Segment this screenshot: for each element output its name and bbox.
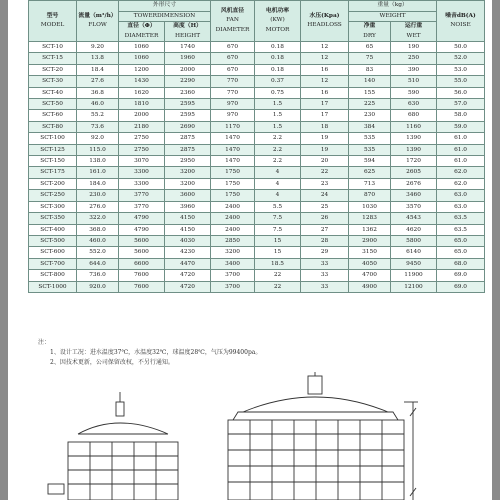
cell-model: SCT-600 <box>29 247 77 258</box>
cell-dry: 1283 <box>349 213 391 224</box>
cell-fan: 1470 <box>211 144 255 155</box>
header-noise: 噪音dB(A) NOISE <box>437 1 485 42</box>
cell-wet: 9450 <box>391 258 437 269</box>
cell-model: SCT-40 <box>29 87 77 98</box>
cell-noise: 62.0 <box>437 178 485 189</box>
cell-fan: 970 <box>211 110 255 121</box>
cell-dry: 3150 <box>349 247 391 258</box>
cell-height: 4470 <box>165 258 211 269</box>
cell-diameter: 1060 <box>119 42 165 53</box>
cell-noise: 62.0 <box>437 167 485 178</box>
cell-model: SCT-150 <box>29 156 77 167</box>
cell-wet: 12100 <box>391 281 437 292</box>
cell-fan: 3700 <box>211 281 255 292</box>
table-row <box>29 201 485 212</box>
cell-noise: 63.5 <box>437 224 485 235</box>
cell-model: SCT-175 <box>29 167 77 178</box>
cell-headloss: 18 <box>301 121 349 132</box>
cell-flow: 73.6 <box>77 121 119 132</box>
table-row <box>29 133 485 144</box>
cell-wet: 1720 <box>391 156 437 167</box>
cell-flow: 36.8 <box>77 87 119 98</box>
header-height: 高度（H） HEIGHT <box>165 22 211 42</box>
cell-model: SCT-30 <box>29 76 77 87</box>
table-row <box>29 156 485 167</box>
cell-noise: 61.0 <box>437 133 485 144</box>
cell-noise: 61.0 <box>437 144 485 155</box>
cell-model: SCT-100 <box>29 133 77 144</box>
cell-height: 4030 <box>165 235 211 246</box>
cell-height: 3200 <box>165 167 211 178</box>
cell-flow: 13.8 <box>77 53 119 64</box>
cell-model: SCT-350 <box>29 213 77 224</box>
table-row <box>29 224 485 235</box>
cell-headloss: 27 <box>301 224 349 235</box>
cell-dry: 594 <box>349 156 391 167</box>
cell-dry: 4700 <box>349 270 391 281</box>
cell-diameter: 1810 <box>119 99 165 110</box>
cell-motor: 0.18 <box>255 53 301 64</box>
cell-flow: 230.0 <box>77 190 119 201</box>
cell-flow: 644.0 <box>77 258 119 269</box>
cell-motor: 4 <box>255 190 301 201</box>
cell-headloss: 12 <box>301 42 349 53</box>
cell-height: 1960 <box>165 53 211 64</box>
cell-flow: 46.0 <box>77 99 119 110</box>
header-wet: 运行重 WET <box>391 22 437 42</box>
cell-wet: 1160 <box>391 121 437 132</box>
cell-diameter: 7600 <box>119 281 165 292</box>
cell-dry: 535 <box>349 133 391 144</box>
cell-height: 2875 <box>165 133 211 144</box>
notes-section <box>38 338 261 368</box>
cell-diameter: 4790 <box>119 213 165 224</box>
cell-dry: 83 <box>349 64 391 75</box>
table-row <box>29 121 485 132</box>
cell-motor: 0.75 <box>255 87 301 98</box>
cell-headloss: 16 <box>301 64 349 75</box>
cell-noise: 58.0 <box>437 110 485 121</box>
cell-wet: 510 <box>391 76 437 87</box>
cell-model: SCT-700 <box>29 258 77 269</box>
cell-dry: 4050 <box>349 258 391 269</box>
cell-motor: 1.5 <box>255 110 301 121</box>
cell-wet: 190 <box>391 42 437 53</box>
cell-wet: 1390 <box>391 133 437 144</box>
cell-motor: 15 <box>255 235 301 246</box>
cell-diameter: 3070 <box>119 156 165 167</box>
table-row <box>29 167 485 178</box>
header-tower-dimension: 外形尺寸 <box>119 1 211 12</box>
cell-headloss: 12 <box>301 76 349 87</box>
cell-wet: 4620 <box>391 224 437 235</box>
table-row <box>29 53 485 64</box>
cell-height: 2690 <box>165 121 211 132</box>
cell-diameter: 1200 <box>119 64 165 75</box>
cell-model: SCT-80 <box>29 121 77 132</box>
cell-motor: 2.2 <box>255 144 301 155</box>
cell-flow: 27.6 <box>77 76 119 87</box>
cell-wet: 4543 <box>391 213 437 224</box>
table-row <box>29 144 485 155</box>
cell-noise: 63.0 <box>437 190 485 201</box>
cell-model: SCT-15 <box>29 53 77 64</box>
cell-wet: 3460 <box>391 190 437 201</box>
cell-motor: 22 <box>255 270 301 281</box>
cell-wet: 6140 <box>391 247 437 258</box>
cell-headloss: 25 <box>301 201 349 212</box>
cell-wet: 11900 <box>391 270 437 281</box>
cell-height: 2875 <box>165 144 211 155</box>
cell-wet: 390 <box>391 64 437 75</box>
cell-noise: 69.0 <box>437 270 485 281</box>
header-weight: 重量（kg） <box>349 1 437 12</box>
header-flow: 流量（m³/h） FLOW <box>77 1 119 42</box>
cell-flow: 184.0 <box>77 178 119 189</box>
cell-diameter: 2000 <box>119 110 165 121</box>
cell-headloss: 24 <box>301 190 349 201</box>
cell-diameter: 3770 <box>119 201 165 212</box>
header-fan: 风机直径 FAN DIAMETER <box>211 1 255 42</box>
cell-noise: 50.0 <box>437 42 485 53</box>
cell-motor: 0.18 <box>255 42 301 53</box>
note-rights-reserved: 2、因技术更新，公司保留改权，不另行通知。 <box>50 359 174 366</box>
cell-fan: 2400 <box>211 213 255 224</box>
cell-headloss: 12 <box>301 53 349 64</box>
cell-dry: 1362 <box>349 224 391 235</box>
cell-motor: 0.18 <box>255 64 301 75</box>
cell-motor: 4 <box>255 167 301 178</box>
cell-fan: 3400 <box>211 258 255 269</box>
cell-diameter: 2750 <box>119 144 165 155</box>
cell-flow: 460.0 <box>77 235 119 246</box>
cell-diameter: 1060 <box>119 53 165 64</box>
cell-height: 4150 <box>165 224 211 235</box>
cell-diameter: 5600 <box>119 235 165 246</box>
table-row <box>29 178 485 189</box>
cell-flow: 736.0 <box>77 270 119 281</box>
cell-wet: 680 <box>391 110 437 121</box>
cell-motor: 1.5 <box>255 121 301 132</box>
table-row <box>29 258 485 269</box>
cell-height: 4720 <box>165 281 211 292</box>
small-tower-elevation <box>48 392 178 500</box>
cell-flow: 115.0 <box>77 144 119 155</box>
header-tower-en: TOWERDIMENSION <box>119 11 211 22</box>
cell-fan: 3200 <box>211 247 255 258</box>
cell-dry: 535 <box>349 144 391 155</box>
cell-model: SCT-200 <box>29 178 77 189</box>
cell-height: 2000 <box>165 64 211 75</box>
cell-diameter: 3300 <box>119 178 165 189</box>
cell-wet: 5800 <box>391 235 437 246</box>
cell-diameter: 2750 <box>119 133 165 144</box>
cell-wet: 2605 <box>391 167 437 178</box>
cell-model: SCT-50 <box>29 99 77 110</box>
cell-dry: 713 <box>349 178 391 189</box>
spec-sheet <box>8 0 492 500</box>
table-row <box>29 110 485 121</box>
cell-height: 3200 <box>165 178 211 189</box>
cell-model: SCT-250 <box>29 190 77 201</box>
cell-motor: 15 <box>255 247 301 258</box>
cell-fan: 770 <box>211 87 255 98</box>
cell-dry: 384 <box>349 121 391 132</box>
cell-dry: 65 <box>349 42 391 53</box>
cell-flow: 92.0 <box>77 133 119 144</box>
cell-motor: 18.5 <box>255 258 301 269</box>
cell-fan: 770 <box>211 76 255 87</box>
cell-height: 4720 <box>165 270 211 281</box>
cell-motor: 2.2 <box>255 133 301 144</box>
cell-fan: 670 <box>211 42 255 53</box>
cell-dry: 75 <box>349 53 391 64</box>
table-row <box>29 42 485 53</box>
cell-height: 2595 <box>165 110 211 121</box>
table-row <box>29 99 485 110</box>
table-row <box>29 87 485 98</box>
cell-height: 2595 <box>165 99 211 110</box>
cell-height: 4230 <box>165 247 211 258</box>
cell-model: SCT-10 <box>29 42 77 53</box>
cell-dry: 225 <box>349 99 391 110</box>
cell-headloss: 26 <box>301 213 349 224</box>
table-row <box>29 190 485 201</box>
cell-noise: 53.0 <box>437 64 485 75</box>
cell-headloss: 22 <box>301 167 349 178</box>
cell-model: SCT-400 <box>29 224 77 235</box>
table-row <box>29 247 485 258</box>
cell-dry: 870 <box>349 190 391 201</box>
cell-diameter: 4790 <box>119 224 165 235</box>
cell-model: SCT-300 <box>29 201 77 212</box>
cell-noise: 59.0 <box>437 121 485 132</box>
cell-motor: 0.37 <box>255 76 301 87</box>
cell-headloss: 19 <box>301 133 349 144</box>
cell-noise: 68.0 <box>437 258 485 269</box>
header-headloss: 水压(Kpa) HEADLOSS <box>301 1 349 42</box>
cell-noise: 65.0 <box>437 247 485 258</box>
cell-fan: 970 <box>211 99 255 110</box>
cell-headloss: 19 <box>301 144 349 155</box>
cell-headloss: 16 <box>301 87 349 98</box>
cell-height: 3960 <box>165 201 211 212</box>
cell-motor: 2.2 <box>255 156 301 167</box>
cell-noise: 65.0 <box>437 235 485 246</box>
notes-title: 注： <box>38 339 51 346</box>
header-model: 型号 MODEL <box>29 1 77 42</box>
table-row <box>29 235 485 246</box>
spec-table <box>28 0 485 293</box>
cell-headloss: 33 <box>301 258 349 269</box>
cell-model: SCT-500 <box>29 235 77 246</box>
cell-headloss: 33 <box>301 270 349 281</box>
cell-fan: 670 <box>211 53 255 64</box>
cell-wet: 3570 <box>391 201 437 212</box>
cell-headloss: 33 <box>301 281 349 292</box>
cell-diameter: 3300 <box>119 167 165 178</box>
cell-noise: 56.0 <box>437 87 485 98</box>
cell-height: 2360 <box>165 87 211 98</box>
cell-dry: 4900 <box>349 281 391 292</box>
cell-model: SCT-1000 <box>29 281 77 292</box>
cell-flow: 920.0 <box>77 281 119 292</box>
cell-fan: 2400 <box>211 201 255 212</box>
cell-height: 1740 <box>165 42 211 53</box>
cell-noise: 61.0 <box>437 156 485 167</box>
cell-flow: 138.0 <box>77 156 119 167</box>
cell-fan: 1170 <box>211 121 255 132</box>
table-row <box>29 213 485 224</box>
table-row <box>29 281 485 292</box>
cell-height: 4150 <box>165 213 211 224</box>
cell-wet: 630 <box>391 99 437 110</box>
cell-headloss: 28 <box>301 235 349 246</box>
cell-model: SCT-800 <box>29 270 77 281</box>
cell-noise: 57.0 <box>437 99 485 110</box>
note-design-conditions: 1、设计工况：进水温度37℃，水温度32℃，球温度28℃，气压为99400pa。 <box>50 349 262 356</box>
table-row <box>29 76 485 87</box>
cell-flow: 368.0 <box>77 224 119 235</box>
cell-dry: 230 <box>349 110 391 121</box>
cell-flow: 161.0 <box>77 167 119 178</box>
cell-motor: 4 <box>255 178 301 189</box>
header-weight-en: WEIGHT <box>349 11 437 22</box>
cell-motor: 7.5 <box>255 213 301 224</box>
cell-diameter: 2180 <box>119 121 165 132</box>
table-row <box>29 270 485 281</box>
cell-fan: 3700 <box>211 270 255 281</box>
cell-fan: 1750 <box>211 190 255 201</box>
header-dry: 净重 DRY <box>349 22 391 42</box>
cell-diameter: 7600 <box>119 270 165 281</box>
cell-dry: 2900 <box>349 235 391 246</box>
cell-flow: 18.4 <box>77 64 119 75</box>
cell-motor: 22 <box>255 281 301 292</box>
table-row <box>29 64 485 75</box>
cell-motor: 5.5 <box>255 201 301 212</box>
cell-flow: 276.0 <box>77 201 119 212</box>
cell-flow: 9.20 <box>77 42 119 53</box>
cell-noise: 55.0 <box>437 76 485 87</box>
cell-wet: 2676 <box>391 178 437 189</box>
cell-noise: 52.0 <box>437 53 485 64</box>
cell-flow: 552.0 <box>77 247 119 258</box>
cell-fan: 1470 <box>211 156 255 167</box>
cooling-tower-drawing <box>38 372 458 500</box>
cell-headloss: 17 <box>301 99 349 110</box>
header-motor: 电机功率 (KW) MOTOR <box>255 1 301 42</box>
cell-headloss: 23 <box>301 178 349 189</box>
cell-wet: 250 <box>391 53 437 64</box>
cell-fan: 2850 <box>211 235 255 246</box>
cell-height: 2950 <box>165 156 211 167</box>
cell-model: SCT-125 <box>29 144 77 155</box>
cell-fan: 1750 <box>211 178 255 189</box>
cell-noise: 63.0 <box>437 201 485 212</box>
cell-wet: 590 <box>391 87 437 98</box>
cell-fan: 2400 <box>211 224 255 235</box>
cell-motor: 1.5 <box>255 99 301 110</box>
large-tower-elevation <box>228 372 418 500</box>
cell-model: SCT-60 <box>29 110 77 121</box>
cell-noise: 63.5 <box>437 213 485 224</box>
cell-fan: 1470 <box>211 133 255 144</box>
cell-dry: 155 <box>349 87 391 98</box>
cell-dry: 1030 <box>349 201 391 212</box>
cell-fan: 670 <box>211 64 255 75</box>
cell-wet: 1390 <box>391 144 437 155</box>
cell-dry: 625 <box>349 167 391 178</box>
cell-model: SCT-20 <box>29 64 77 75</box>
cell-headloss: 29 <box>301 247 349 258</box>
cell-diameter: 3770 <box>119 190 165 201</box>
cell-dry: 140 <box>349 76 391 87</box>
cell-motor: 7.5 <box>255 224 301 235</box>
cell-headloss: 20 <box>301 156 349 167</box>
cell-height: 3600 <box>165 190 211 201</box>
cell-fan: 1750 <box>211 167 255 178</box>
spec-table-body <box>29 42 485 293</box>
cell-diameter: 1430 <box>119 76 165 87</box>
cell-height: 2290 <box>165 76 211 87</box>
cell-diameter: 5600 <box>119 247 165 258</box>
cell-flow: 322.0 <box>77 213 119 224</box>
cell-noise: 69.0 <box>437 281 485 292</box>
cell-headloss: 17 <box>301 110 349 121</box>
cell-diameter: 1620 <box>119 87 165 98</box>
cell-diameter: 6600 <box>119 258 165 269</box>
header-diameter: 直径（Φ） DIAMETER <box>119 22 165 42</box>
cell-flow: 55.2 <box>77 110 119 121</box>
